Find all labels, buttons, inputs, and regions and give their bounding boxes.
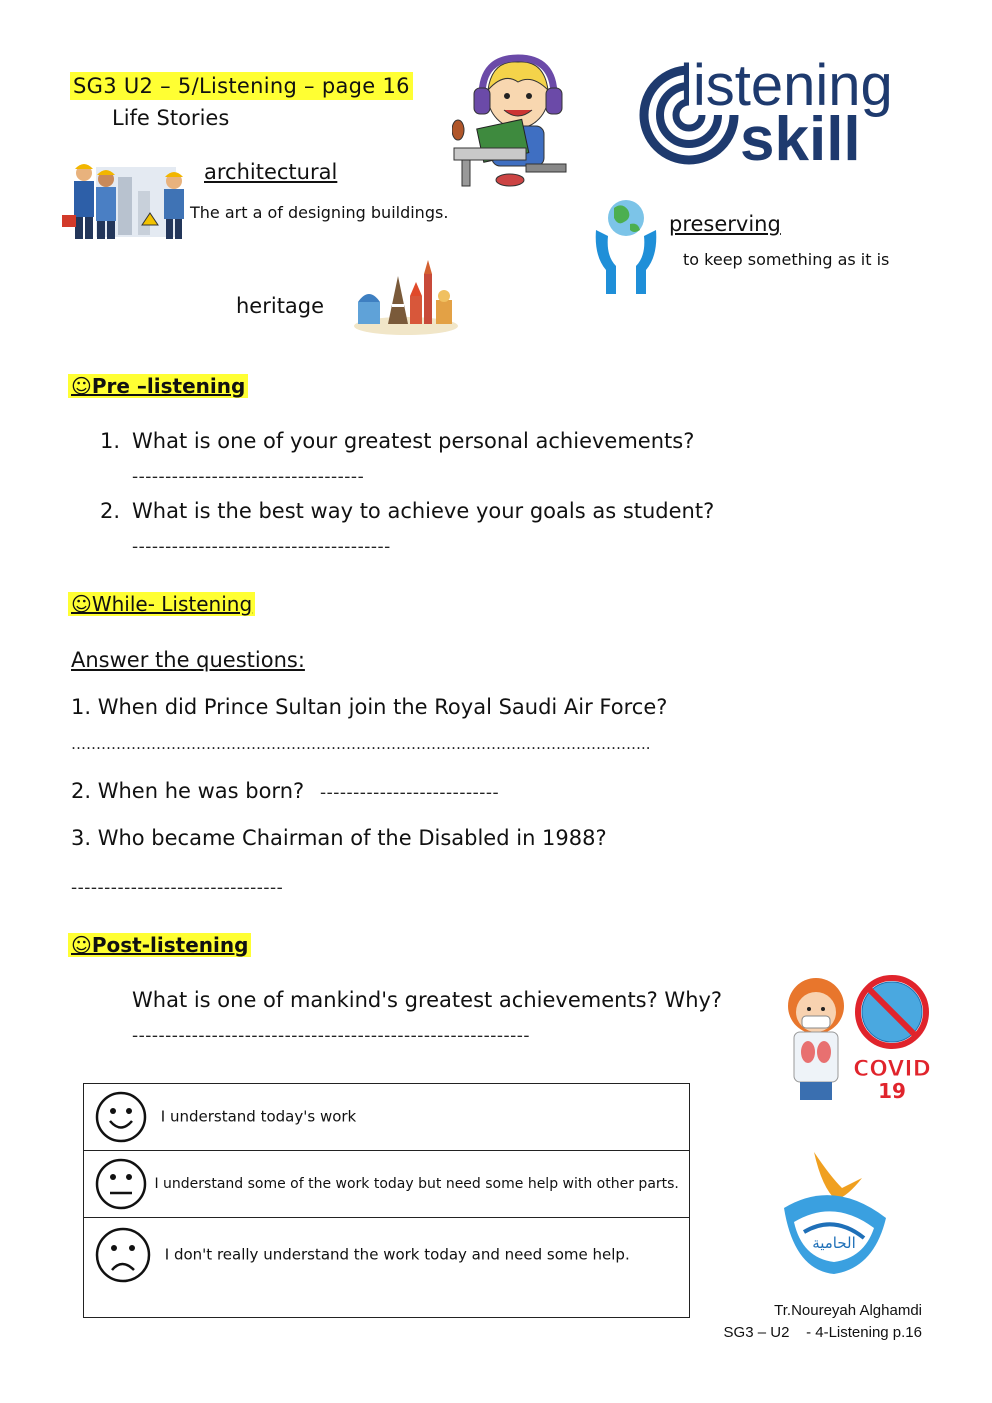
post-listening-heading: ☺Post-listening bbox=[68, 933, 251, 957]
while-question-2: 2. When he was born? bbox=[71, 779, 305, 803]
vocab-definition-preserving: to keep something as it is bbox=[683, 250, 890, 269]
engineers-illustration bbox=[62, 155, 188, 241]
pre-question-1: What is one of your greatest personal achievements? bbox=[132, 429, 695, 453]
hands-globe-icon bbox=[592, 196, 662, 296]
covid-number: 19 bbox=[878, 1079, 906, 1103]
self-assessment-table bbox=[83, 1083, 690, 1318]
pre-question-1-number: 1. bbox=[100, 429, 121, 453]
happy-face-icon bbox=[94, 1090, 148, 1144]
page-title: SG3 U2 – 5/Listening – page 16 bbox=[70, 72, 413, 100]
footer-author: Tr.Noureyah Alghamdi bbox=[774, 1302, 922, 1319]
pre-question-2: What is the best way to achieve your goals as student? bbox=[132, 499, 715, 523]
self-assessment-row[interactable] bbox=[84, 1084, 690, 1151]
covid-label: COVID bbox=[853, 1057, 931, 1082]
while-answer-line-3[interactable]: -------------------------------- bbox=[71, 878, 284, 898]
page-subtitle: Life Stories bbox=[112, 106, 230, 130]
school-logo bbox=[774, 1148, 898, 1286]
student-reading-illustration bbox=[452, 52, 584, 190]
world-landmarks-icon bbox=[352, 256, 460, 336]
pre-question-2-number: 2. bbox=[100, 499, 121, 523]
vocab-definition-architectural: The art a of designing buildings. bbox=[190, 203, 449, 222]
neutral-face-icon bbox=[94, 1157, 148, 1211]
while-question-3: 3. Who became Chairman of the Disabled in 1988? bbox=[71, 826, 607, 850]
sad-face-icon bbox=[94, 1226, 152, 1284]
vocab-word-preserving: preserving bbox=[669, 212, 781, 236]
while-question-1: 1. When did Prince Sultan join the Royal Saudi Air Force? bbox=[71, 695, 668, 719]
covid-girl-illustration bbox=[776, 972, 936, 1110]
while-listening-heading: ☺While- Listening bbox=[68, 592, 255, 616]
self-assessment-row[interactable] bbox=[84, 1218, 690, 1318]
self-assessment-text-need-help: I don't really understand the work today and need some help. bbox=[164, 1245, 630, 1264]
pre-answer-line-1[interactable]: ----------------------------------- bbox=[132, 467, 365, 487]
vocab-word-heritage: heritage bbox=[236, 294, 325, 318]
pre-answer-line-2[interactable]: --------------------------------------- bbox=[132, 537, 391, 557]
listening-skill-logo bbox=[636, 53, 916, 174]
while-answer-line-2[interactable]: --------------------------- bbox=[320, 783, 500, 803]
school-logo-text: الحامية bbox=[812, 1234, 856, 1252]
post-question: What is one of mankind's greatest achievements? Why? bbox=[132, 988, 723, 1012]
footer-reference: SG3 – U2 - 4-Listening p.16 bbox=[723, 1324, 922, 1341]
self-assessment-row[interactable] bbox=[84, 1151, 690, 1218]
while-answer-line-1[interactable]: …………………………………………………………………………………………………….. bbox=[71, 735, 651, 753]
self-assessment-text-understand: I understand today's work bbox=[160, 1107, 357, 1126]
pre-listening-heading: ☺Pre –listening bbox=[68, 374, 248, 398]
post-answer-line[interactable]: ------------------------------------------------------------ bbox=[132, 1026, 531, 1046]
self-assessment-text-partial: I understand some of the work today but need some help with other parts. bbox=[154, 1176, 679, 1192]
logo-word-skill: skill bbox=[740, 105, 861, 174]
logo-word-listening: listening bbox=[680, 53, 893, 118]
vocab-word-architectural: architectural bbox=[204, 160, 338, 184]
answer-instruction: Answer the questions: bbox=[71, 648, 305, 672]
